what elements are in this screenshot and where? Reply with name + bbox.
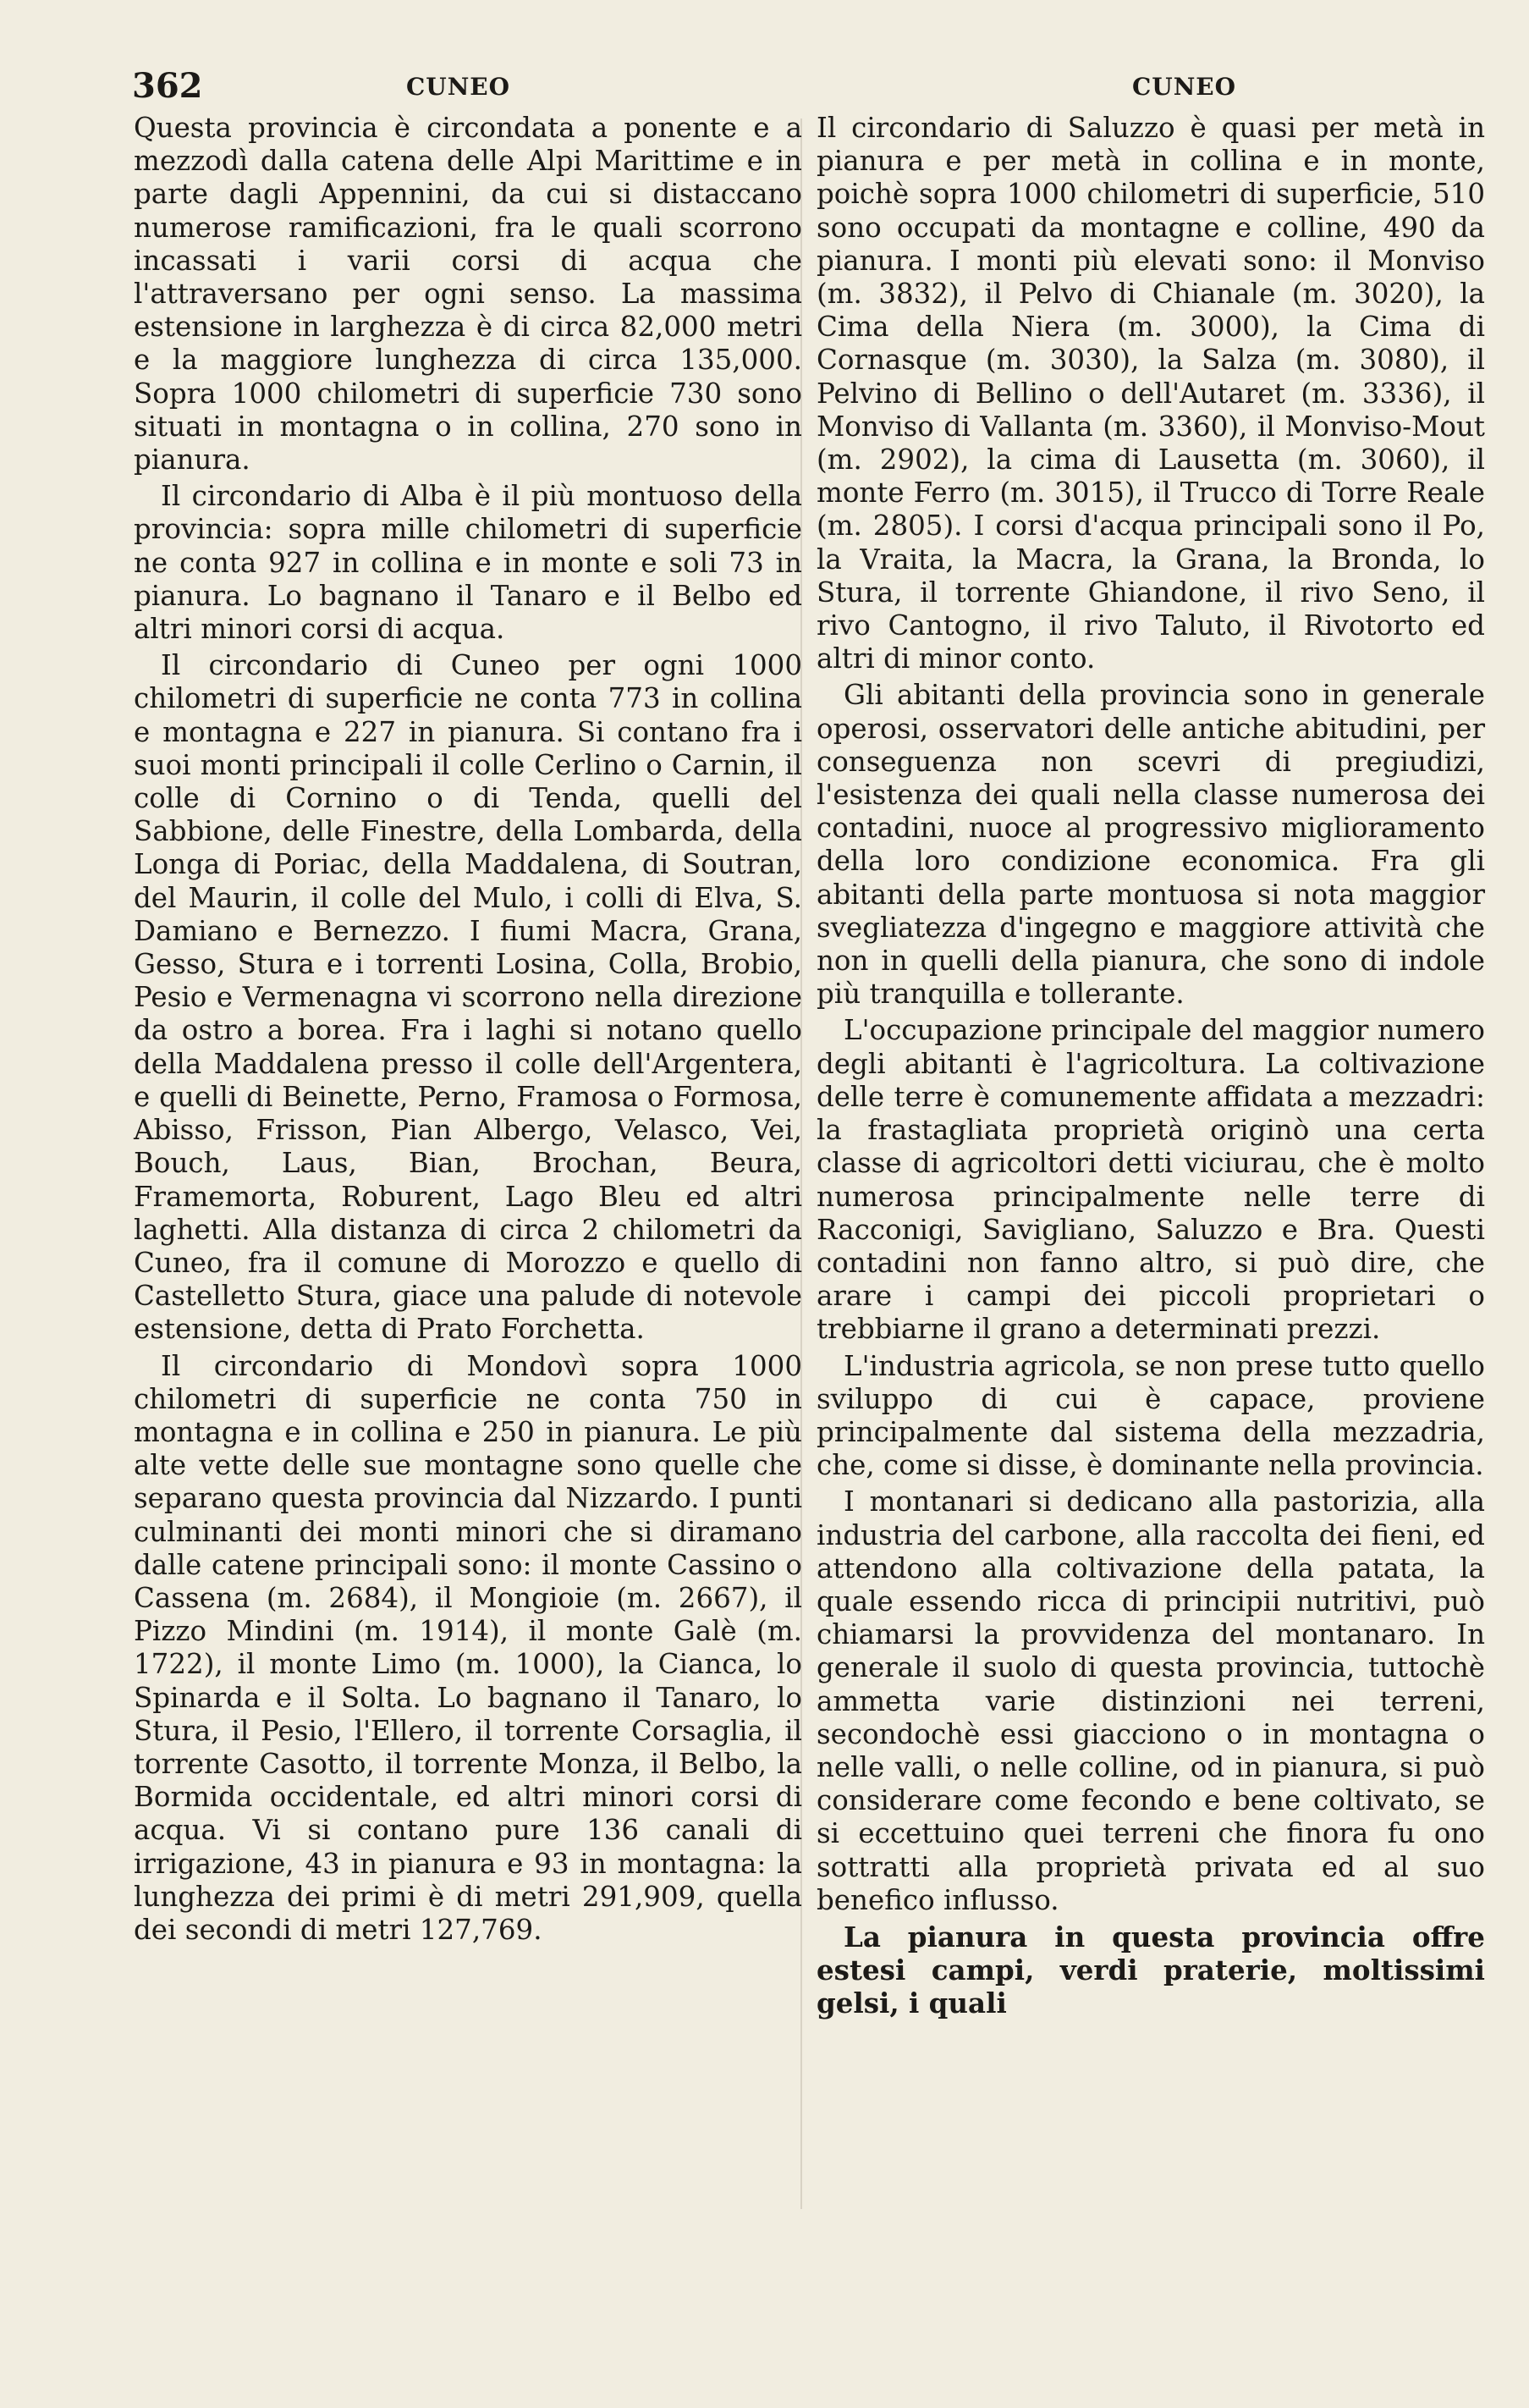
paragraph-saluzzo: Il circondario di Saluzzo è quasi per metà in pianura e per metà in collina e in monte, poichè sopra 1000 chilometri di superficie, 510 sono occupati da montagne e colline, 490 da pianura. I monti più elevati sono: il Monviso (m. 3832), il Pelvo di Chianale (m. 3020), la Cima della Niera (m. 3000), la Cima di Cornasque (m. 3030), la Salza (m. 3080), il Pelvino di Bellino o dell'Autaret (m. 3336), il Monviso di Vallanta (m. 3360), il Monviso-Mout (m. 2902), la cima di Lausetta (m. 3060), il monte Ferro (m. 3015), il Trucco di Torre Reale (m. 2805). I corsi d'acqua principali sono il Po, la Vraita, la Macra, la Grana, la Bronda, lo Stura, il torrente Ghiandone, il rivo Seno, il rivo Cantogno, il rivo Taluto, il Rivotorto ed altri di minor conto. bbox=[817, 112, 1485, 675]
paragraph-cuneo: Il circondario di Cuneo per ogni 1000 chilometri di superficie ne conta 773 in collina e montagna e 227 in pianura. Si contano fra i suoi monti principali il colle Cerlino o Carnin, il colle di Cornino o di Tenda, quelli del Sabbione, delle Finestre, della Lombarda, della Longa di Poriac, della Maddalena, di Soutran, del Maurin, il colle del Mulo, i colli di Elva, S. Damiano e Bernezzo. I fiumi Macra, Grana, Gesso, Stura e i torrenti Losina, Colla, Brobio, Pesio e Vermenagna vi scorrono nella direzione da ostro a borea. Fra i laghi si notano quello della Maddalena presso il colle dell'Argentera, e quelli di Beinette, Perno, Framosa o Formosa, Abisso, Frisson, Pian Albergo, Velasco, Vei, Bouch, Laus, Bian, Brochan, Beura, Framemorta, Roburent, Lago Bleu ed altri laghetti. Alla distanza di circa 2 chilometri da Cuneo, fra il comune di Morozzo e quello di Castelletto Stura, giace una palude di notevole estensione, detta di Prato Forchetta. bbox=[134, 649, 802, 1346]
page-number: 362 bbox=[132, 66, 203, 106]
right-column bbox=[817, 112, 1485, 2020]
page-header bbox=[0, 66, 1529, 117]
paragraph-abitanti: Gli abitanti della provincia sono in generale operosi, osservatori delle antiche abitudini, per conseguenza non scevri di pregiudizi, l'esistenza dei quali nella classe numerosa dei contadini, nuoce al progressivo miglioramento della loro condizione economica. Fra gli abitanti della parte montuosa si nota maggior svegliatezza d'ingegno e maggiore attività che non in quelli della pianura, che sono di indole più tranquilla e tollerante. bbox=[817, 679, 1485, 1011]
paragraph-alba: Il circondario di Alba è il più montuoso della provincia: sopra mille chilometri di superficie ne conta 927 in collina e in monte e soli 73 in pianura. Lo bagnano il Tanaro e il Belbo ed altri minori corsi di acqua. bbox=[134, 480, 802, 646]
paragraph-industria-agricola: L'industria agricola, se non prese tutto quello sviluppo di cui è capace, proviene principalmente dal sistema della mezzadria, che, come si disse, è dominante nella provincia. bbox=[817, 1349, 1485, 1482]
paragraph-agricoltura: L'occupazione principale del maggior numero degli abitanti è l'agricoltura. La coltivazione delle terre è comunemente affidata a mezzadri: la frastagliata proprietà originò una certa classe di agricoltori detti viciurau, che è molto numerosa principalmente nelle terre di Racconigi, Savigliano, Saluzzo e Bra. Questi contadini non fanno altro, si può dire, che arare i campi dei piccoli proprietari o trebbiarne il grano a determinati prezzi. bbox=[817, 1014, 1485, 1346]
paragraph-mondovi: Il circondario di Mondovì sopra 1000 chilometri di superficie ne conta 750 in montagna e in collina e 250 in pianura. Le più alte vette delle sue montagne sono quelle che separano questa provincia dal Nizzardo. I punti culminanti dei monti minori che si diramano dalle catene principali sono: il monte Cassino o Cassena (m. 2684), il Mongioie (m. 2667), il Pizzo Mindini (m. 1914), il monte Galè (m. 1722), il monte Limo (m. 1000), la Cianca, lo Spinarda e il Solta. Lo bagnano il Tanaro, lo Stura, il Pesio, l'Ellero, il torrente Corsaglia, il torrente Casotto, il torrente Monza, il Belbo, la Bormida occidentale, ed altri minori corsi di acqua. Vi si contano pure 136 canali di irrigazione, 43 in pianura e 93 in montagna: la lunghezza dei primi è di metri 291,909, quella dei secondi di metri 127,769. bbox=[134, 1349, 802, 1946]
paragraph-montanari: I montanari si dedicano alla pastorizia, alla industria del carbone, alla raccolta dei fieni, ed attendono alla coltivazione della patata, la quale essendo ricca di principii nutritivi, può chiamarsi la provvidenza del montanaro. In generale il suolo di questa provincia, tuttochè ammetta varie distinzioni nei terreni, secondochè essi giacciono o in montagna o nelle valli, o nelle colline, od in pianura, si può considerare come fecondo e bene coltivato, se si eccettuino quei terreni che finora fu ono sottratti alla proprietà privata ed al suo benefico influsso. bbox=[817, 1485, 1485, 1916]
running-head-left: CUNEO bbox=[406, 73, 511, 101]
paragraph-province: Questa provincia è circondata a ponente e a mezzodì dalla catena delle Alpi Marittime e in parte dagli Appennini, da cui si distaccano numerose ramificazioni, fra le quali scorrono incassati i varii corsi di acqua che l'attraversano per ogni senso. La massima estensione in larghezza è di circa 82,000 metri e la maggiore lunghezza di circa 135,000. Sopra 1000 chilometri di superficie 730 sono situati in montagna o in collina, 270 sono in pianura. bbox=[134, 112, 802, 477]
paragraph-pianura: La pianura in questa provincia offre estesi campi, verdi praterie, moltissimi gelsi, i quali bbox=[817, 1920, 1485, 2020]
running-head-right: CUNEO bbox=[1132, 73, 1237, 101]
left-column bbox=[134, 112, 802, 1947]
